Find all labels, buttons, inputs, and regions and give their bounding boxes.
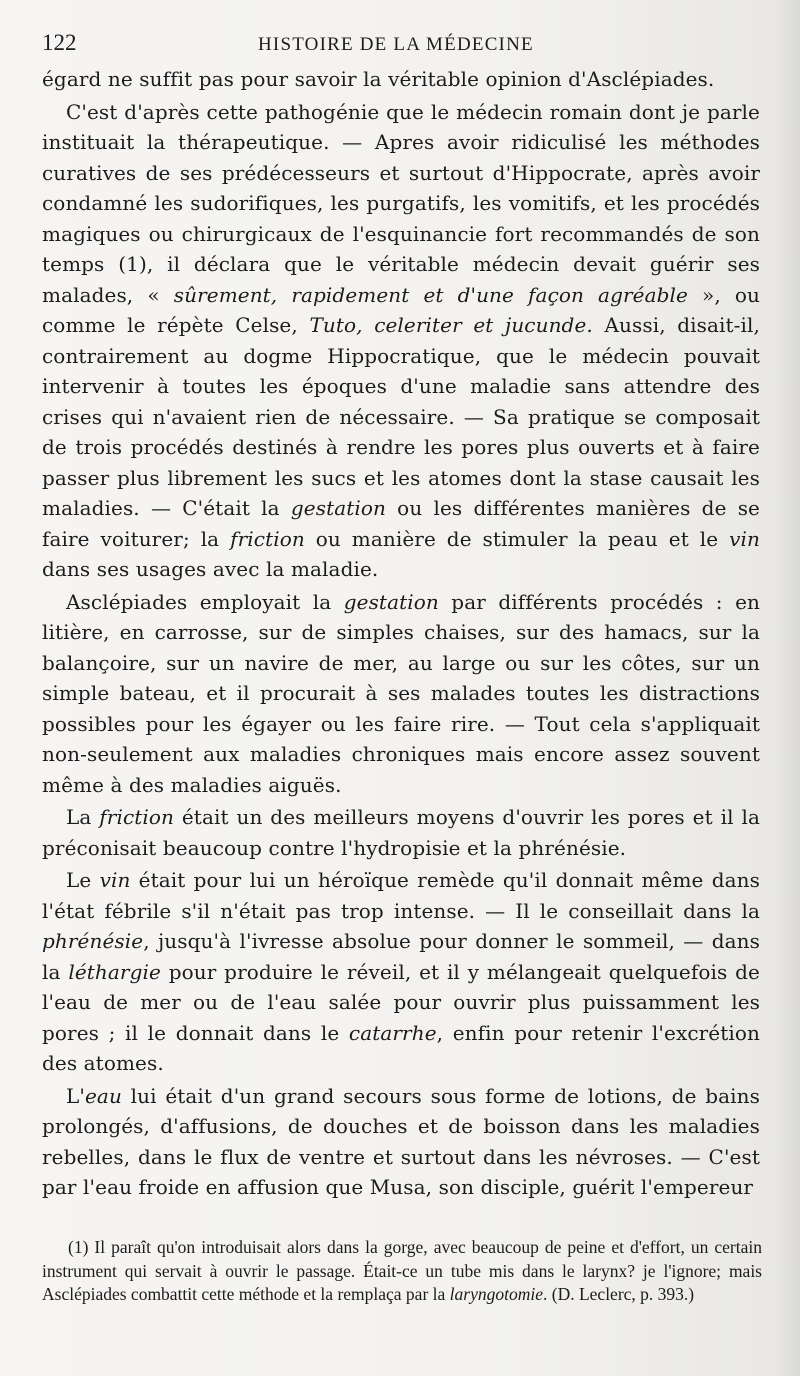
paragraph	[42, 97, 760, 585]
text-run: ou manière de stimuler la peau et le	[304, 526, 730, 551]
paragraph	[42, 1081, 760, 1203]
italic-text: gestation	[343, 589, 439, 614]
italic-text: vin	[99, 868, 131, 892]
body-text	[42, 64, 760, 1203]
paragraph	[42, 587, 760, 801]
paragraph	[42, 64, 760, 95]
italic-text: vin	[729, 526, 760, 551]
text-run: Le	[66, 868, 100, 892]
page-number: 122	[42, 30, 77, 55]
running-title: HISTOIRE DE LA MÉDECINE	[258, 34, 534, 55]
text-run: L'	[66, 1083, 85, 1108]
text-run: Aussi, disait-il, contrairement au dogme Hippocratique, que le médecin pouvait intervenir à toutes les époques d'une maladie sans attendre des crises qui n'avaient rien de nécessaire. — Sa pratique se composait de trois procédés destinés à rendre les pores plus ouverts et à faire passer plus librement les sucs et les atomes dont la stase causait les maladies. — C'était la	[42, 313, 760, 520]
text-run: , enfin pour retenir l'excrétion des atomes.	[42, 1020, 760, 1075]
text-run: Asclépiades employait la	[66, 589, 344, 614]
italic-text: Tuto, celeriter et jucunde.	[309, 313, 593, 337]
text-run: (1) Il paraît qu'on introduisait alors dans la gorge, avec beaucoup de peine et d'effort, un certain instrument qui servait à ouvrir le passage. Était-ce un tube mis dans le larynx? je l'ignore; mais Asclépiades combattit cette méthode et la remplaça par la	[42, 1237, 762, 1304]
italic-text: gestation	[290, 496, 386, 520]
text-run: était pour lui un héroïque remède qu'il donnait même dans l'état fébrile s'il n'était pas trop intense. — Il le conseillait dans la	[42, 868, 760, 923]
paragraph	[42, 865, 760, 1079]
italic-text: friction	[99, 805, 174, 829]
italic-text: friction	[230, 526, 305, 551]
text-run: était un des meilleurs moyens d'ouvrir les pores et il la préconisait beaucoup contre l'hydropisie et la phrénésie.	[42, 805, 760, 860]
italic-text: phrénésie	[42, 929, 144, 953]
italic-text: eau	[84, 1083, 122, 1108]
text-run: , jusqu'à l'ivresse absolue pour donner le sommeil, — dans la	[42, 929, 760, 984]
text-run: », ou comme le répète Celse,	[42, 282, 760, 337]
text-run: pour produire le réveil, et il y mélangeait quelquefois de l'eau de mer ou de l'eau salée pour ouvrir plus puissamment les pores ; il le donnait dans le	[42, 959, 760, 1045]
text-run: dans ses usages avec la maladie.	[42, 557, 379, 581]
text-run: La	[66, 805, 100, 829]
italic-text: catarrhe	[348, 1020, 437, 1045]
footnote	[42, 1236, 762, 1307]
text-run: par différents procédés : en litière, en carrosse, sur de simples chaises, sur des hamacs, sur la balançoire, sur un navire de mer, au large ou sur les côtes, sur un simple bateau, et il procurait à ses malades toutes les distractions possibles pour les égayer ou les faire rire. — Tout cela s'appliquait non-seulement aux maladies chroniques mais encore assez souvent même à des maladies aiguës.	[42, 589, 760, 797]
text-run: ou les différentes manières de se faire voiturer; la	[42, 496, 760, 551]
italic-text: laryngotomie	[449, 1284, 543, 1304]
text-run: lui était d'un grand secours sous forme de lotions, de bains prolongés, d'affusions, de douches et de boisson dans les maladies rebelles, dans le flux de ventre et surtout dans les névroses. — C'est par l'eau froide en affusion que Musa, son disciple, guérit l'empereur	[42, 1083, 760, 1199]
text-run: C'est d'après cette pathogénie que le médecin romain dont je parle instituait la thérapeutique. — Apres avoir ridiculisé les méthodes curatives de ses prédécesseurs et surtout d'Hippocrate, après avoir condamné les sudorifiques, les purgatifs, les vomitifs, et les procédés magiques ou chirurgicaux de l'esquinancie fort recommandés de son temps (1), il déclara que le véritable médecin devait guérir ses malades, «	[42, 99, 760, 307]
paragraph	[42, 802, 760, 863]
footnote-text	[42, 1236, 762, 1307]
text-run: égard ne suffit pas pour savoir la véritable opinion d'Asclépiades.	[42, 67, 715, 91]
text-run: . (D. Leclerc, p. 393.)	[543, 1284, 695, 1304]
italic-text: léthargie	[68, 959, 161, 984]
italic-text: sûrement, rapidement et d'une façon agréable	[173, 282, 688, 307]
page-header	[42, 30, 760, 64]
